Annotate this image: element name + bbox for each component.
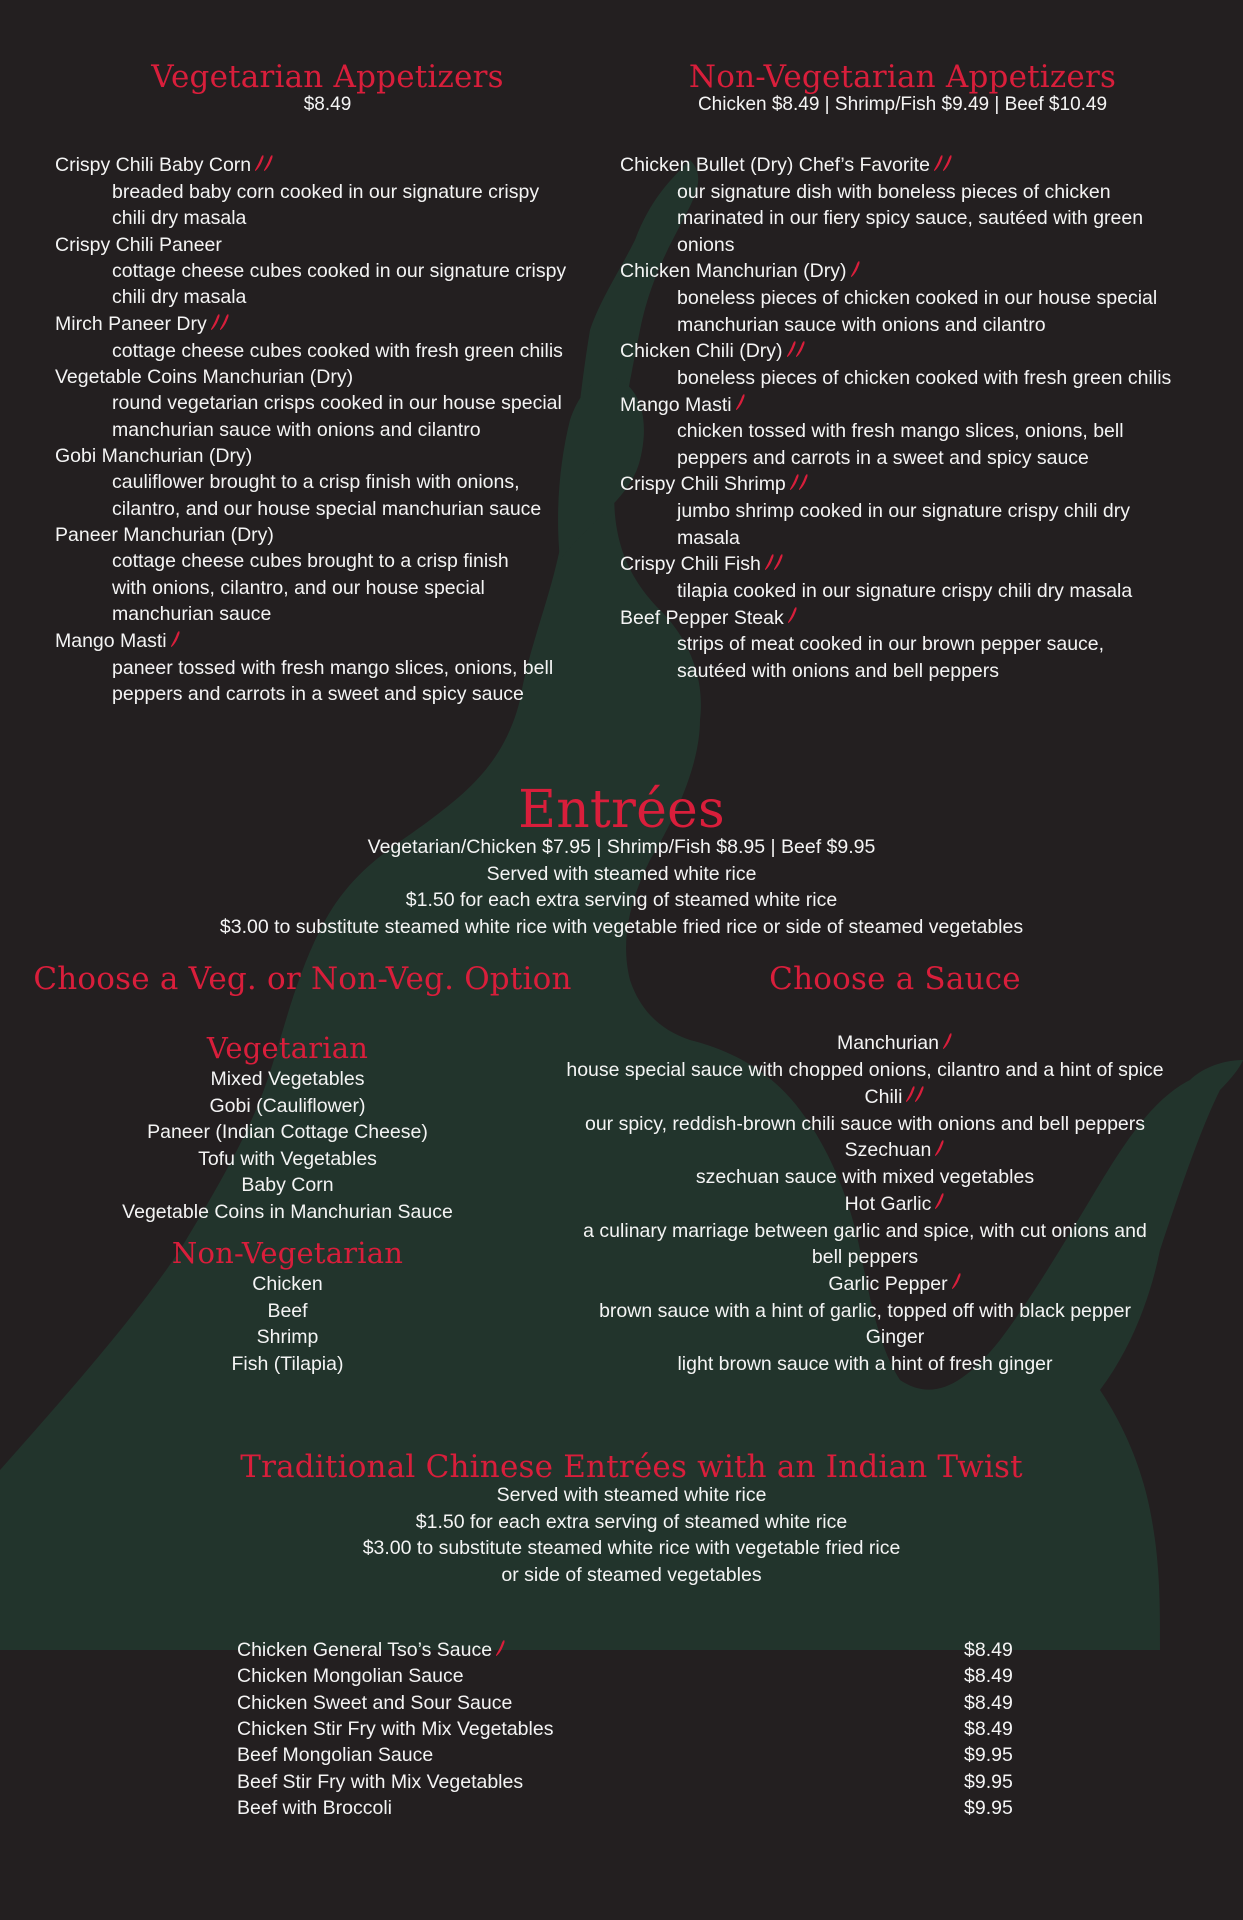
table-item-price: $9.95 (964, 1744, 1013, 1767)
traditional-info (0, 1482, 1243, 1588)
entrees-title: Entrées (518, 780, 725, 840)
table-item-cell (237, 1744, 433, 1766)
menu-item (620, 258, 1240, 285)
nonveg-appetizers-title: Non-Vegetarian Appetizers (688, 59, 1117, 95)
table-row (237, 1716, 1017, 1742)
menu-item-description: breaded baby corn cooked in our signature crispy (112, 180, 540, 203)
entrees-info (0, 834, 1243, 940)
menu-item-description: peppers and carrots in a sweet and spicy sauce (112, 683, 524, 706)
table-item-price: $8.49 (964, 1665, 1013, 1688)
chili-pepper-icon (934, 1191, 945, 1218)
table-item-name: Chicken General Tso’s Sauce (237, 1639, 493, 1661)
table-item-price: $8.49 (964, 1717, 1013, 1740)
sauce-item (560, 1030, 1180, 1057)
sauce-description: our spicy, reddish-brown chili sauce with onions and bell peppers (584, 1112, 1146, 1135)
menu-item-name: Mango Masti (55, 629, 167, 652)
menu-item-description: jumbo shrimp cooked in our signature crispy chili dry (677, 500, 1131, 523)
menu-item-description: boneless pieces of chicken cooked with fresh green chilis (677, 367, 1172, 390)
entrees-info-line: Vegetarian/Chicken $7.95 | Shrimp/Fish $8.95 | Beef $9.95 (367, 836, 876, 858)
table-row (237, 1769, 1017, 1795)
menu-item-name: Crispy Chili Shrimp (620, 473, 786, 496)
menu-item-name: Vegetable Coins Manchurian (Dry) (55, 366, 354, 389)
table-item-price: $8.49 (964, 1639, 1013, 1661)
traditional-title: Traditional Chinese Entrées with an Indian Twist (240, 1449, 1023, 1485)
menu-item-name: Mirch Paneer Dry (55, 312, 207, 335)
chili-pepper-icon (254, 153, 274, 179)
chili-pepper-icon (951, 1271, 962, 1298)
chili-pepper-icon (905, 1084, 925, 1111)
table-item-price: $8.49 (964, 1691, 1013, 1714)
menu-item-name: Chicken Manchurian (Dry) (620, 260, 847, 283)
sauce-description: house special sauce with chopped onions, cilantro and a hint of spice (566, 1059, 1164, 1082)
traditional-section-header (0, 1448, 1243, 1588)
menu-item (620, 471, 1240, 498)
menu-item (55, 443, 625, 469)
menu-item-name: Chicken Bullet (Dry) Chef’s Favorite (620, 154, 930, 176)
menu-item-description: our signature dish with boneless pieces of chicken (677, 180, 1111, 203)
table-item-name: Chicken Sweet and Sour Sauce (237, 1691, 513, 1714)
nonveg-appetizers-section (620, 58, 1240, 684)
sauce-item (560, 1191, 1180, 1218)
chili-pepper-icon (934, 1138, 945, 1165)
sauce-name: Szechuan (844, 1139, 932, 1162)
menu-item-name: Beef Pepper Steak (620, 606, 784, 629)
menu-item-description: boneless pieces of chicken cooked in our house special (677, 287, 1158, 310)
menu-item-description: peppers and carrots in a sweet and spicy sauce (677, 446, 1089, 469)
sauce-item (560, 1271, 1180, 1298)
menu-item-description: tilapia cooked in our signature crispy chili dry masala (677, 580, 1133, 603)
traditional-info-line: Served with steamed white rice (496, 1484, 767, 1506)
table-item-name: Beef Stir Fry with Mix Vegetables (237, 1770, 524, 1793)
veg-appetizers-section (40, 58, 625, 708)
menu-item-description: sautéed with onions and bell peppers (677, 659, 999, 682)
menu-item-name: Paneer Manchurian (Dry) (55, 524, 274, 547)
table-item-name: Beef Mongolian Sauce (237, 1744, 434, 1767)
menu-item-description: round vegetarian crisps cooked in our house special (112, 392, 562, 415)
sauce-name: Ginger (865, 1326, 925, 1349)
entrees-section-header (0, 780, 1243, 940)
menu-item-name: Mango Masti (620, 393, 732, 416)
table-item-cell (237, 1665, 464, 1687)
menu-item-description: manchurian sauce (112, 603, 272, 626)
chili-pepper-icon (789, 472, 809, 498)
veg-option-item: Mixed Vegetables (210, 1068, 365, 1090)
menu-item-description: manchurian sauce with onions and cilantro (112, 418, 481, 441)
nonveg-option-title: Non-Vegetarian (171, 1236, 404, 1270)
nonveg-option-list (0, 1271, 575, 1377)
nonveg-option-item: Fish (Tilapia) (231, 1352, 344, 1375)
entrees-info-line: $3.00 to substitute steamed white rice with vegetable fried rice or side of steamed vegetables (219, 915, 1024, 938)
option-title: Choose a Veg. or Non-Veg. Option (33, 961, 572, 997)
table-row (237, 1637, 1017, 1664)
chili-pepper-icon (764, 552, 784, 578)
option-section (30, 960, 575, 1377)
table-row (237, 1795, 1017, 1821)
menu-item-description: cauliflower brought to a crisp finish with onions, (112, 471, 520, 494)
menu-item (55, 364, 625, 390)
veg-appetizers-price: $8.49 (303, 94, 352, 115)
menu-item-description: paneer tossed with fresh mango slices, onions, bell (112, 656, 554, 679)
menu-item (55, 522, 625, 548)
menu-item-name: Crispy Chili Fish (620, 553, 761, 576)
menu-item-description: onions (677, 233, 735, 256)
menu-item-description: cottage cheese cubes brought to a crisp finish (112, 550, 509, 573)
menu-item (55, 232, 625, 258)
menu-item (55, 152, 625, 179)
sauce-name: Manchurian (837, 1032, 939, 1054)
menu-item-name: Chicken Chili (Dry) (620, 340, 783, 363)
sauce-name: Hot Garlic (844, 1192, 932, 1215)
traditional-info-line: $3.00 to substitute steamed white rice with vegetable fried rice (362, 1537, 901, 1559)
menu-item-description: cottage cheese cubes cooked with fresh green chilis (112, 339, 563, 362)
menu-item-description: cilantro, and our house special manchurian sauce (112, 497, 542, 520)
menu-item (55, 628, 625, 655)
sauce-title: Choose a Sauce (769, 961, 1021, 997)
table-item-name: Chicken Mongolian Sauce (237, 1665, 464, 1688)
sauce-description: a culinary marriage between garlic and spice, with cut onions and (583, 1219, 1147, 1242)
menu-item-name: Gobi Manchurian (Dry) (55, 445, 253, 468)
menu-item-name: Crispy Chili Baby Corn (55, 154, 252, 176)
table-row (237, 1663, 1017, 1689)
chili-pepper-icon (942, 1031, 953, 1058)
veg-option-item: Baby Corn (241, 1174, 334, 1196)
sauce-item (560, 1137, 1180, 1164)
menu-item-name: Crispy Chili Paneer (55, 233, 222, 256)
chili-pepper-icon (495, 1638, 506, 1664)
table-item-price: $9.95 (964, 1770, 1013, 1793)
menu-item (620, 152, 1240, 179)
chili-pepper-icon (210, 312, 230, 338)
sauce-item (560, 1084, 1180, 1111)
sauce-description: szechuan sauce with mixed vegetables (695, 1166, 1035, 1189)
nonveg-option-item: Beef (267, 1299, 308, 1322)
veg-appetizer-list (55, 152, 625, 708)
menu-item-description: chili dry masala (112, 207, 247, 230)
table-item-name: Chicken Stir Fry with Mix Vegetables (237, 1717, 554, 1740)
sauce-name: Garlic Pepper (828, 1272, 948, 1295)
sauce-description: light brown sauce with a hint of fresh ginger (677, 1352, 1053, 1375)
table-row (237, 1690, 1017, 1716)
menu-item (620, 551, 1240, 578)
chili-pepper-icon (170, 629, 181, 655)
sauce-list (560, 1030, 1180, 1377)
veg-option-list (0, 1066, 575, 1225)
menu-item-description: strips of meat cooked in our brown pepper sauce, (677, 633, 1105, 656)
table-item-cell (237, 1692, 512, 1714)
table-item-cell (237, 1797, 392, 1819)
nonveg-appetizers-price: Chicken $8.49 | Shrimp/Fish $9.49 | Beef $10.49 (697, 94, 1108, 115)
menu-item-description: chicken tossed with fresh mango slices, onions, bell (677, 420, 1124, 443)
menu-item (620, 392, 1240, 419)
chili-pepper-icon (933, 153, 953, 179)
veg-option-item: Paneer (Indian Cottage Cheese) (147, 1121, 428, 1143)
nonveg-option-item: Chicken (252, 1273, 323, 1295)
traditional-info-line: $1.50 for each extra serving of steamed white rice (415, 1510, 848, 1533)
chili-pepper-icon (735, 392, 746, 418)
table-item-price: $9.95 (964, 1796, 1013, 1819)
menu-item-description: masala (677, 526, 740, 549)
chili-pepper-icon (787, 605, 798, 631)
veg-option-title: Vegetarian (206, 1031, 369, 1065)
nonveg-option-item: Shrimp (256, 1326, 319, 1348)
sauce-name: Chili (864, 1085, 903, 1108)
nonveg-appetizer-list (620, 152, 1240, 684)
menu-item (55, 311, 625, 338)
sauce-section (560, 960, 1180, 1377)
table-item-cell (237, 1771, 523, 1793)
table-item-cell (237, 1718, 553, 1740)
chili-pepper-icon (850, 259, 861, 285)
veg-option-item: Tofu with Vegetables (198, 1147, 377, 1170)
sauce-item (560, 1324, 1180, 1351)
veg-option-item: Vegetable Coins in Manchurian Sauce (122, 1200, 453, 1223)
table-item-name: Beef with Broccoli (237, 1796, 392, 1819)
veg-appetizers-title: Vegetarian Appetizers (151, 59, 504, 95)
veg-option-item: Gobi (Cauliflower) (209, 1094, 366, 1117)
menu-item-description: marinated in our fiery spicy sauce, sautéed with green (677, 207, 1144, 230)
chili-pepper-icon (786, 339, 806, 365)
table-item-cell (237, 1639, 506, 1661)
entrees-info-line: Served with steamed white rice (486, 862, 757, 885)
menu-item-description: cottage cheese cubes cooked in our signature crispy (112, 259, 567, 282)
sauce-description: bell peppers (811, 1246, 919, 1269)
menu-item (620, 605, 1240, 632)
menu-item-description: chili dry masala (112, 286, 247, 309)
traditional-info-line: or side of steamed vegetables (501, 1563, 762, 1586)
menu-item (620, 338, 1240, 365)
traditional-menu-table (237, 1637, 1017, 1827)
sauce-description: brown sauce with a hint of garlic, topped off with black pepper (599, 1299, 1131, 1322)
menu-item-description: with onions, cilantro, and our house special (112, 576, 485, 599)
menu-item-description: manchurian sauce with onions and cilantro (677, 313, 1046, 336)
table-row (237, 1742, 1017, 1768)
entrees-info-line: $1.50 for each extra serving of steamed white rice (405, 889, 838, 911)
